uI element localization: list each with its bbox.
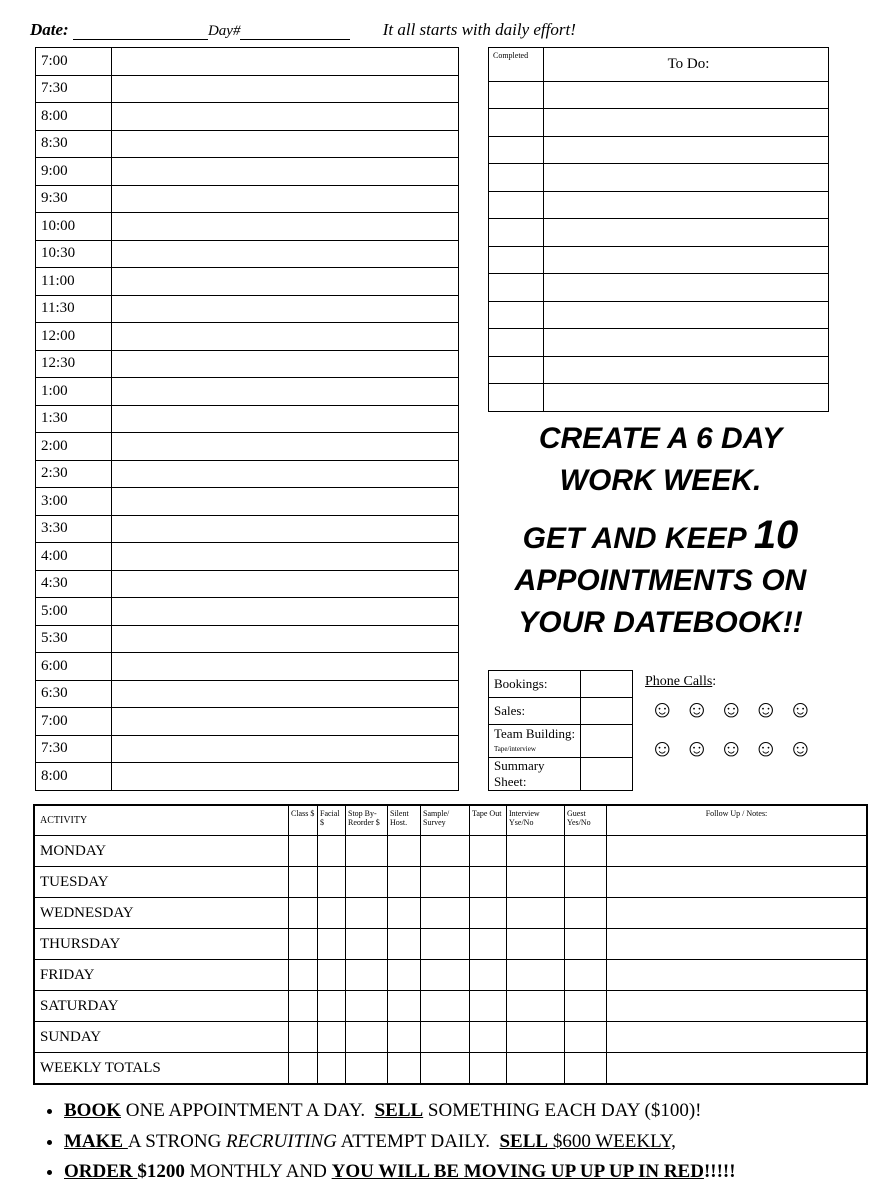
activity-column-header: Silent Host. [388,805,421,836]
activity-cell[interactable] [421,929,470,960]
activity-cell[interactable] [565,1022,607,1053]
todo-entry[interactable] [544,164,829,192]
schedule-row [36,653,459,681]
smiley-icon[interactable]: ☺ [788,736,823,762]
activity-cell[interactable] [289,929,318,960]
time-label: 9:00 [36,158,112,186]
smiley-icon[interactable]: ☺ [753,697,789,723]
schedule-entry[interactable] [112,488,459,516]
schedule-table [35,47,459,791]
todo-row [489,356,829,384]
day-label: MONDAY [34,836,289,867]
activity-cell[interactable] [470,1022,507,1053]
activity-cell[interactable] [318,960,346,991]
schedule-row [36,130,459,158]
smiley-icon[interactable]: ☺ [684,697,720,723]
time-label: 8:00 [36,103,112,131]
schedule-row [36,515,459,543]
activity-cell[interactable] [507,898,565,929]
smiley-icon[interactable]: ☺ [684,736,720,762]
t: ONE APPOINTMENT A DAY. [121,1100,375,1121]
t: !!!!! [703,1161,736,1182]
completed-checkbox[interactable] [489,164,544,192]
activity-cell[interactable] [318,991,346,1022]
time-label: 2:30 [36,460,112,488]
schedule-row [36,598,459,626]
time-label: 4:30 [36,570,112,598]
time-label: 10:00 [36,213,112,241]
b: SELL [374,1100,424,1121]
day-label: WEEKLY TOTALS [34,1053,289,1085]
activity-cell[interactable] [507,960,565,991]
activity-column-header: Tape Out [470,805,507,836]
time-label: 5:00 [36,598,112,626]
todo-header: To Do: [544,48,829,82]
summary-sheet-field[interactable] [581,758,633,791]
activity-row [34,1053,867,1085]
activity-column-header: Guest Yes/No [565,805,607,836]
team-building-field[interactable] [581,725,633,758]
activity-cell[interactable] [346,867,388,898]
todo-entry[interactable] [544,109,829,137]
time-label: 7:00 [36,48,112,76]
todo-row [489,191,829,219]
completed-checkbox[interactable] [489,356,544,384]
schedule-row [36,680,459,708]
activity-cell[interactable] [607,1022,868,1053]
schedule-entry[interactable] [112,460,459,488]
todo-row [489,219,829,247]
activity-row [34,929,867,960]
time-label: 2:00 [36,433,112,461]
todo-row [489,109,829,137]
activity-cell[interactable] [607,991,868,1022]
schedule-entry[interactable] [112,240,459,268]
summary-table [488,670,633,791]
schedule-row [36,158,459,186]
activity-cell[interactable] [289,1053,318,1085]
b: MAKE [64,1130,128,1152]
goal-bullets [36,1096,736,1188]
activity-row [34,898,867,929]
time-label: 3:00 [36,488,112,516]
activity-cell[interactable] [388,898,421,929]
activity-cell[interactable] [470,991,507,1022]
activity-column-header: Follow Up / Notes: [607,805,868,836]
todo-entry[interactable] [544,191,829,219]
phone-calls-text: Phone Calls [645,674,713,689]
activity-cell[interactable] [565,836,607,867]
time-label: 1:00 [36,378,112,406]
schedule-entry[interactable] [112,598,459,626]
schedule-entry[interactable] [112,295,459,323]
todo-entry[interactable] [544,219,829,247]
schedule-row [36,48,459,76]
activity-cell[interactable] [565,1053,607,1085]
schedule-row [36,350,459,378]
activity-cell[interactable] [289,960,318,991]
day-label: SUNDAY [34,1022,289,1053]
team-building-text: Team Building: [494,725,576,741]
time-label: 6:00 [36,653,112,681]
date-label: Date: [30,20,69,39]
activity-cell[interactable] [507,1053,565,1085]
schedule-entry[interactable] [112,570,459,598]
todo-entry[interactable] [544,274,829,302]
activity-cell[interactable] [346,836,388,867]
schedule-entry[interactable] [112,625,459,653]
schedule-entry[interactable] [112,213,459,241]
time-label: 11:00 [36,268,112,296]
bullet [64,1127,736,1158]
schedule-row [36,378,459,406]
activity-row [34,867,867,898]
day-label: Day# [207,23,241,39]
schedule-row [36,488,459,516]
activity-cell[interactable] [421,898,470,929]
time-label: 1:30 [36,405,112,433]
schedule-entry[interactable] [112,103,459,131]
time-label: 4:00 [36,543,112,571]
time-label: 8:00 [36,763,112,791]
t: SOMETHING EACH DAY ($100)! [423,1100,702,1121]
activity-row [34,1022,867,1053]
activity-cell[interactable] [421,836,470,867]
t: RECRUITING [226,1130,337,1152]
schedule-entry[interactable] [112,158,459,186]
activity-column-header: Sample/ Survey [421,805,470,836]
activity-header-row [34,805,867,836]
activity-cell[interactable] [346,929,388,960]
b: ORDER [64,1161,138,1182]
activity-cell[interactable] [607,929,868,960]
activity-cell[interactable] [346,1022,388,1053]
b: YOU WILL BE MOVING UP UP UP IN RED [331,1161,704,1182]
t: $600 WEEKLY, [548,1130,676,1152]
date-field[interactable] [73,23,208,40]
schedule-entry[interactable] [112,130,459,158]
activity-column-header: Interview Yse/No [507,805,565,836]
day-label: FRIDAY [34,960,289,991]
schedule-row [36,323,459,351]
activity-cell[interactable] [318,929,346,960]
slogan-line [488,514,833,560]
completed-checkbox[interactable] [489,301,544,329]
activity-cell[interactable] [289,836,318,867]
schedule-entry[interactable] [112,48,459,76]
schedule-row [36,570,459,598]
schedule-entry[interactable] [112,185,459,213]
schedule-entry[interactable] [112,735,459,763]
todo-entry[interactable] [544,384,829,412]
bullet [64,1157,736,1188]
schedule-entry[interactable] [112,763,459,791]
bookings-label: Bookings: [489,671,581,698]
schedule-row [36,708,459,736]
schedule-row [36,103,459,131]
time-label: 9:30 [36,185,112,213]
activity-cell[interactable] [318,867,346,898]
activity-cell[interactable] [318,1053,346,1085]
activity-cell[interactable] [421,1053,470,1085]
schedule-entry[interactable] [112,680,459,708]
schedule-row [36,763,459,791]
activity-cell[interactable] [388,1022,421,1053]
activity-cell[interactable] [470,929,507,960]
activity-cell[interactable] [470,867,507,898]
slogan-line: CREATE A 6 DAY [538,422,783,455]
time-label: 12:30 [36,350,112,378]
schedule-row [36,75,459,103]
smiley-icon[interactable]: ☺ [719,736,754,762]
activity-cell[interactable] [388,991,421,1022]
activity-cell[interactable] [607,960,868,991]
activity-cell[interactable] [318,1022,346,1053]
summary-sheet-label: Summary Sheet: [489,758,581,791]
activity-row [34,991,867,1022]
bookings-field[interactable] [581,671,633,698]
activity-cell[interactable] [507,867,565,898]
header [30,20,576,40]
todo-entry[interactable] [544,301,829,329]
activity-column-header: Facial $ [318,805,346,836]
time-label: 7:30 [36,75,112,103]
activity-cell[interactable] [388,929,421,960]
t: A STRONG [127,1130,227,1152]
schedule-entry[interactable] [112,515,459,543]
activity-row [34,836,867,867]
schedule-entry[interactable] [112,433,459,461]
time-label: 7:30 [36,735,112,763]
time-label: 6:30 [36,680,112,708]
activity-table [33,804,868,1085]
todo-row [489,136,829,164]
todo-row [489,301,829,329]
activity-row [34,960,867,991]
activity-cell[interactable] [607,836,868,867]
activity-cell[interactable] [289,867,318,898]
activity-cell[interactable] [289,1022,318,1053]
slogan-line: YOUR DATEBOOK!! [518,606,803,639]
smiley-icon[interactable]: ☺ [719,697,754,723]
activity-cell[interactable] [289,991,318,1022]
activity-cell[interactable] [565,960,607,991]
todo-entry[interactable] [544,329,829,357]
smiley-icon[interactable]: ☺ [788,697,823,723]
schedule-entry[interactable] [112,405,459,433]
day-field[interactable] [240,23,350,40]
todo-row [489,81,829,109]
completed-header: Completed [489,48,544,82]
activity-cell[interactable] [565,898,607,929]
activity-cell[interactable] [507,836,565,867]
activity-cell[interactable] [565,991,607,1022]
day-label: SATURDAY [34,991,289,1022]
schedule-row [36,185,459,213]
activity-cell[interactable] [346,1053,388,1085]
t: MONTHLY AND [184,1161,332,1182]
activity-cell[interactable] [507,1022,565,1053]
phone-calls-label [645,674,716,690]
schedule-row [36,433,459,461]
bullet [64,1096,736,1127]
todo-row [489,164,829,192]
slogan-number: 10 [753,513,799,557]
time-label: 3:30 [36,515,112,543]
activity-cell[interactable] [470,1053,507,1085]
schedule-row [36,405,459,433]
time-label: 5:30 [36,625,112,653]
day-label: TUESDAY [34,867,289,898]
completed-checkbox[interactable] [489,329,544,357]
schedule-row [36,543,459,571]
activity-cell[interactable] [565,929,607,960]
sales-field[interactable] [581,698,633,725]
activity-cell[interactable] [607,1053,868,1085]
completed-checkbox[interactable] [489,109,544,137]
activity-cell[interactable] [346,991,388,1022]
day-label: THURSDAY [34,929,289,960]
completed-checkbox[interactable] [489,384,544,412]
activity-cell[interactable] [421,991,470,1022]
schedule-entry[interactable] [112,708,459,736]
smiley-icon[interactable]: ☺ [650,697,685,723]
completed-checkbox[interactable] [489,219,544,247]
todo-row [489,246,829,274]
schedule-row [36,735,459,763]
activity-column-header: Class $ [289,805,318,836]
time-label: 10:30 [36,240,112,268]
activity-cell[interactable] [388,960,421,991]
schedule-row [36,213,459,241]
activity-column-header: Stop By-Reorder $ [346,805,388,836]
activity-cell[interactable] [318,836,346,867]
completed-checkbox[interactable] [489,246,544,274]
activity-cell[interactable] [507,991,565,1022]
smiley-row [650,697,823,724]
activity-cell[interactable] [318,898,346,929]
t: $1200 [137,1161,185,1182]
activity-cell[interactable] [346,960,388,991]
schedule-entry[interactable] [112,543,459,571]
todo-entry[interactable] [544,356,829,384]
smiley-row [650,736,823,763]
todo-row [489,384,829,412]
b: BOOK [64,1100,122,1121]
schedule-row [36,268,459,296]
sales-label: Sales: [489,698,581,725]
schedule-row [36,295,459,323]
day-label: WEDNESDAY [34,898,289,929]
time-label: 11:30 [36,295,112,323]
slogan [488,418,833,644]
activity-cell[interactable] [289,898,318,929]
team-building-label [489,725,581,758]
schedule-entry[interactable] [112,378,459,406]
schedule-entry[interactable] [112,75,459,103]
completed-checkbox[interactable] [489,136,544,164]
team-building-sub: Tape/interview [494,744,536,753]
todo-entry[interactable] [544,136,829,164]
slogan-line: APPOINTMENTS ON [514,564,807,597]
schedule-entry[interactable] [112,323,459,351]
activity-cell[interactable] [346,898,388,929]
b: SELL [499,1130,549,1152]
phone-colon: : [712,674,717,689]
slogan-line: WORK WEEK. [559,464,762,497]
activity-cell[interactable] [388,867,421,898]
activity-cell[interactable] [421,1022,470,1053]
schedule-entry[interactable] [112,268,459,296]
todo-table [488,47,829,412]
activity-cell[interactable] [388,836,421,867]
todo-entry[interactable] [544,246,829,274]
activity-column-header: ACTIVITY [34,805,289,836]
completed-checkbox[interactable] [489,81,544,109]
activity-cell[interactable] [421,960,470,991]
activity-cell[interactable] [470,960,507,991]
motto: It all starts with daily effort! [382,20,576,39]
todo-entry[interactable] [544,81,829,109]
completed-checkbox[interactable] [489,191,544,219]
activity-cell[interactable] [388,1053,421,1085]
schedule-row [36,240,459,268]
smiley-icon[interactable]: ☺ [753,736,789,762]
schedule-entry[interactable] [112,350,459,378]
smiley-icon[interactable]: ☺ [650,736,685,762]
activity-cell[interactable] [507,929,565,960]
activity-cell[interactable] [565,867,607,898]
time-label: 12:00 [36,323,112,351]
activity-cell[interactable] [607,867,868,898]
time-label: 7:00 [36,708,112,736]
completed-checkbox[interactable] [489,274,544,302]
activity-cell[interactable] [421,867,470,898]
slogan-text: GET AND KEEP [522,522,754,555]
activity-cell[interactable] [470,836,507,867]
time-label: 8:30 [36,130,112,158]
schedule-row [36,460,459,488]
t: ATTEMPT DAILY. [336,1130,500,1152]
todo-row [489,274,829,302]
todo-row [489,329,829,357]
activity-cell[interactable] [607,898,868,929]
schedule-entry[interactable] [112,653,459,681]
schedule-row [36,625,459,653]
activity-cell[interactable] [470,898,507,929]
